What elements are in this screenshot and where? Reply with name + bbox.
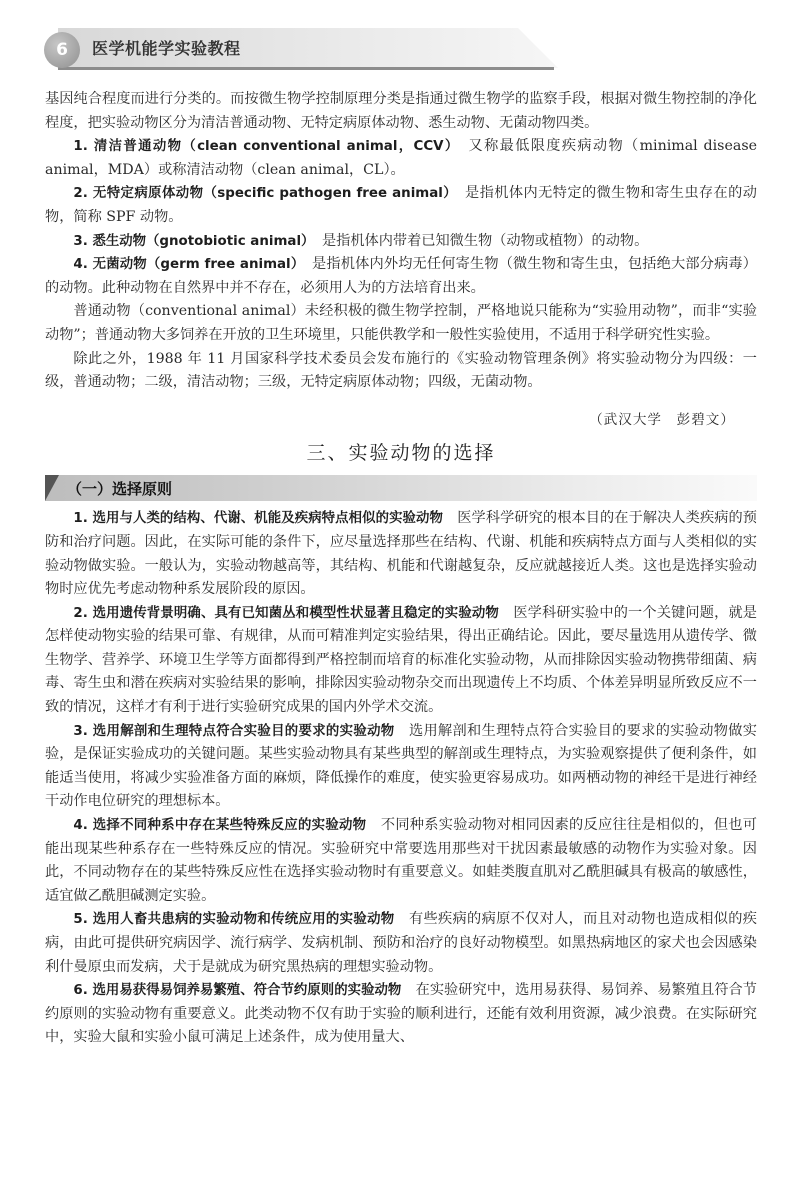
author-attribution: （武汉大学 彭碧文）	[589, 411, 735, 428]
item-text: 医学科学研究的根本目的在于解决人类疾病的预防和治疗问题。因此，在实际可能的条件下，应尽量选择那些在结构、代谢、机能和疾病特点方面与人类相似的实验动物做实验。一般认为，实验动物越高等，其结构、机能和代谢越复杂，反应就越接近人类。这也是选择实验动物时应优先考虑动物种系发展阶段的原因。	[45, 510, 757, 598]
list-item	[45, 720, 757, 814]
item-text: 是指机体内带着已知微生物（动物或植物）的动物。	[321, 232, 649, 249]
item-title: 6. 选用易获得易饲养易繁殖、符合节约原则的实验动物	[73, 983, 402, 999]
list-item	[45, 182, 757, 229]
list-item	[45, 908, 757, 979]
item-title: 3. 悉生动物（gnotobiotic animal）	[73, 233, 308, 249]
item-text: 又称最低限度疾病动物（minimal disease animal，MDA）或称清洁动物（clean animal，CL）。	[45, 138, 757, 178]
list-item	[45, 230, 757, 254]
item-title: 2. 无特定病原体动物（specific pathogen free animal）	[73, 186, 451, 202]
page-header	[0, 0, 800, 80]
page-number-badge: 6	[44, 32, 80, 68]
paragraph: 基因纯合程度而进行分类的。而按微生物学控制原理分类是指通过微生物学的监察手段，根据对微生物控制的净化程度，把实验动物区分为清洁普通动物、无特定病原体动物、悉生动物、无菌动物四类。	[45, 91, 757, 131]
item-text: 是指机体内无特定的微生物和寄生虫存在的动物，简称 SPF 动物。	[45, 185, 757, 225]
list-item	[45, 979, 757, 1050]
page-body	[45, 88, 757, 1050]
item-title: 1. 选用与人类的结构、代谢、机能及疾病特点相似的实验动物	[73, 511, 443, 527]
item-title: 1. 清洁普通动物（clean conventional animal，CCV）	[73, 139, 453, 155]
item-title: 3. 选用解剖和生理特点符合实验目的要求的实验动物	[73, 723, 395, 739]
item-text: 有些疾病的病原不仅对人，而且对动物也造成相似的疾病，由此可提供研究病因学、流行病学、发病机制、预防和治疗的良好动物模型。如黑热病地区的家犬也会因感染利什曼原虫而发病，犬于是就成为研究黑热病的理想实验动物。	[45, 911, 757, 975]
paragraph: 除此之外，1988 年 11 月国家科学技术委员会发布施行的《实验动物管理条例》将实验动物分为四级：一级，普通动物；二级，清洁动物；三级，无特定病原体动物；四级，无菌动物。	[45, 350, 757, 391]
list-item	[45, 135, 757, 182]
header-rule	[58, 67, 554, 70]
item-title: 4. 选择不同种系中存在某些特殊反应的实验动物	[73, 818, 367, 834]
list-item	[45, 602, 757, 720]
section-heading: 三、实验动物的选择	[306, 442, 496, 465]
paragraph: 普通动物（conventional animal）未经积极的微生物学控制，严格地说只能称为“实验用动物”，而非“实验动物”；普通动物大多饲养在开放的卫生环境里，只能供教学和一般性实验使用，不适用于科学研究性实验。	[45, 303, 757, 343]
item-text: 不同种系实验动物对相同因素的反应往往是相似的，但也可能出现某些种系存在一些特殊反应的情况。实验研究中常要选用那些对干扰因素最敏感的动物作为实验对象。因此，不同动物存在的某些特殊反应性在选择实验动物时有重要意义。如蛙类腹直肌对乙酰胆碱具有极高的敏感性，适宜做乙酰胆碱测定实验。	[45, 817, 757, 904]
item-text: 医学科研实验中的一个关键问题，就是怎样使动物实验的结果可靠、有规律，从而可精准判定实验结果，得出正确结论。因此，要尽量选用从遗传学、微生物学、营养学、环境卫生学等方面都得到严格控制而培育的标准化实验动物，从而排除因实验动物携带细菌、病毒、寄生虫和潜在疾病对实验结果的影响，排除因实验动物杂交而出现遗传上不均质、个体差异明显所致反应不一致的情况，这样才有利于进行实验研究成果的国内外学术交流。	[45, 604, 757, 716]
item-text: 在实验研究中，选用易获得、易饲养、易繁殖且符合节约原则的实验动物有重要意义。此类动物不仅有助于实验的顺利进行，还能有效利用资源，减少浪费。在实际研究中，实验大鼠和实验小鼠可满足上述条件，成为使用量大、	[45, 982, 757, 1046]
list-item	[45, 253, 757, 300]
item-title: 2. 选用遗传背景明确、具有已知菌丛和模型性状显著且稳定的实验动物	[73, 605, 499, 621]
item-title: 4. 无菌动物（germ free animal）	[73, 257, 298, 273]
list-item	[45, 507, 757, 601]
item-text: 是指机体内外均无任何寄生物（微生物和寄生虫，包括绝大部分病毒）的动物。此种动物在自然界中并不存在，必须用人为的方法培育出来。	[45, 256, 757, 296]
item-title: 5. 选用人畜共患病的实验动物和传统应用的实验动物	[73, 912, 395, 928]
list-item	[45, 814, 757, 908]
subheading: （一）选择原则	[67, 480, 173, 499]
subheading-banner	[45, 475, 757, 501]
item-text: 选用解剖和生理特点符合实验目的要求的实验动物做实验，是保证实验成功的关键问题。某些实验动物具有某些典型的解剖或生理特点，为实验观察提供了便利条件，如能适当使用，将减少实验准备方面的麻烦，降低操作的难度，使实验更容易成功。如两栖动物的神经干是进行神经干动作电位研究的理想标本。	[45, 722, 757, 810]
running-title: 医学机能学实验教程	[92, 39, 241, 58]
